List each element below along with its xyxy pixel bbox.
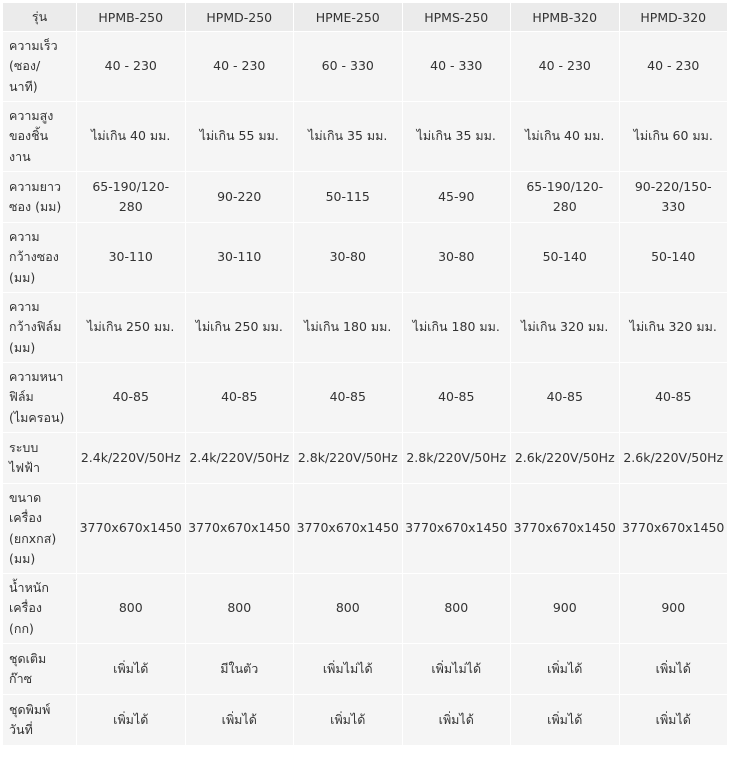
table-cell: 30-80 — [294, 223, 403, 293]
table-cell: 40-85 — [77, 363, 186, 433]
table-cell: 30-110 — [186, 223, 295, 293]
table-cell: เพิ่มได้ — [77, 695, 186, 746]
row-label: ความหนา ฟิล์ม (ไมครอน) — [3, 363, 77, 433]
row-label: ความสูง ของชิ้น งาน — [3, 102, 77, 172]
header-model: HPMD-250 — [186, 3, 295, 32]
table-cell: ไม่เกิน 55 มม. — [186, 102, 295, 172]
table-cell: 900 — [511, 574, 620, 644]
header-model: HPME-250 — [294, 3, 403, 32]
table-cell: เพิ่มได้ — [294, 695, 403, 746]
table-row — [3, 223, 728, 293]
table-cell: 2.6k/220V/50Hz — [620, 433, 729, 484]
table-cell: 30-80 — [403, 223, 512, 293]
table-cell: 30-110 — [77, 223, 186, 293]
table-cell: 60 - 330 — [294, 32, 403, 102]
table-cell: 2.4k/220V/50Hz — [77, 433, 186, 484]
table-cell: ไม่เกิน 180 มม. — [403, 293, 512, 363]
table-cell: 50-140 — [511, 223, 620, 293]
table-cell: ไม่เกิน 35 มม. — [294, 102, 403, 172]
table-cell: เพิ่มได้ — [403, 695, 512, 746]
table-cell: ไม่เกิน 180 มม. — [294, 293, 403, 363]
row-label: ความ กว้างซอง (มม) — [3, 223, 77, 293]
table-cell: ไม่เกิน 320 มม. — [620, 293, 729, 363]
table-cell: 800 — [403, 574, 512, 644]
table-cell: ไม่เกิน 40 มม. — [511, 102, 620, 172]
table-cell: ไม่เกิน 250 มม. — [77, 293, 186, 363]
table-cell: 45-90 — [403, 172, 512, 223]
table-row — [3, 484, 728, 574]
table-row — [3, 32, 728, 102]
table-row — [3, 574, 728, 644]
table-row — [3, 363, 728, 433]
row-label: ความยาว ซอง (มม) — [3, 172, 77, 223]
table-cell: เพิ่มได้ — [186, 695, 295, 746]
header-label: รุ่น — [3, 3, 77, 32]
table-cell: ไม่เกิน 250 มม. — [186, 293, 295, 363]
header-model: HPMS-250 — [403, 3, 512, 32]
table-cell: 3770x670x1450 — [77, 484, 186, 574]
table-cell: 3770x670x1450 — [186, 484, 295, 574]
table-cell: 800 — [294, 574, 403, 644]
row-label: ชุดเติม ก๊าซ — [3, 644, 77, 695]
table-row — [3, 433, 728, 484]
table-cell: 800 — [77, 574, 186, 644]
table-cell: 40-85 — [620, 363, 729, 433]
table-row — [3, 293, 728, 363]
table-cell: เพิ่มไม่ได้ — [294, 644, 403, 695]
header-model: HPMD-320 — [620, 3, 729, 32]
table-cell: 40-85 — [294, 363, 403, 433]
table-cell: เพิ่มได้ — [620, 644, 729, 695]
table-cell: 40-85 — [403, 363, 512, 433]
table-cell: มีในตัว — [186, 644, 295, 695]
table-cell: 40 - 330 — [403, 32, 512, 102]
table-cell: 40-85 — [511, 363, 620, 433]
table-cell: 3770x670x1450 — [294, 484, 403, 574]
table-row — [3, 644, 728, 695]
table-cell: 2.6k/220V/50Hz — [511, 433, 620, 484]
table-cell: 40-85 — [186, 363, 295, 433]
table-cell: 50-140 — [620, 223, 729, 293]
table-cell: 40 - 230 — [77, 32, 186, 102]
header-model: HPMB-320 — [511, 3, 620, 32]
header-model: HPMB-250 — [77, 3, 186, 32]
table-cell: 2.8k/220V/50Hz — [294, 433, 403, 484]
table-cell: ไม่เกิน 40 มม. — [77, 102, 186, 172]
header-row — [3, 3, 728, 32]
table-cell: 90-220/150- 330 — [620, 172, 729, 223]
table-cell: 90-220 — [186, 172, 295, 223]
table-cell: 40 - 230 — [186, 32, 295, 102]
table-cell: เพิ่มได้ — [620, 695, 729, 746]
table-cell: 2.4k/220V/50Hz — [186, 433, 295, 484]
table-cell: 40 - 230 — [511, 32, 620, 102]
table-cell: 2.8k/220V/50Hz — [403, 433, 512, 484]
row-label: น้ำหนัก เครื่อง (กก) — [3, 574, 77, 644]
table-cell: ไม่เกิน 60 มม. — [620, 102, 729, 172]
table-cell: 800 — [186, 574, 295, 644]
table-row — [3, 102, 728, 172]
row-label: ความ กว้างฟิล์ม (มม) — [3, 293, 77, 363]
table-cell: 3770x670x1450 — [620, 484, 729, 574]
table-cell: เพิ่มได้ — [511, 644, 620, 695]
table-cell: 50-115 — [294, 172, 403, 223]
table-cell: ไม่เกิน 320 มม. — [511, 293, 620, 363]
spec-table — [3, 3, 728, 746]
row-label: ขนาด เครื่อง (ยกxกส) (มม) — [3, 484, 77, 574]
table-cell: 65-190/120- 280 — [511, 172, 620, 223]
table-row — [3, 695, 728, 746]
table-cell: 900 — [620, 574, 729, 644]
table-cell: เพิ่มได้ — [511, 695, 620, 746]
table-cell: 3770x670x1450 — [403, 484, 512, 574]
table-cell: ไม่เกิน 35 มม. — [403, 102, 512, 172]
row-label: ความเร็ว (ซอง/ นาที) — [3, 32, 77, 102]
table-cell: 3770x670x1450 — [511, 484, 620, 574]
table-cell: 65-190/120- 280 — [77, 172, 186, 223]
row-label: ชุดพิมพ์ วันที่ — [3, 695, 77, 746]
table-cell: เพิ่มได้ — [77, 644, 186, 695]
table-cell: เพิ่มไม่ได้ — [403, 644, 512, 695]
table-row — [3, 172, 728, 223]
row-label: ระบบ ไฟฟ้า — [3, 433, 77, 484]
table-cell: 40 - 230 — [620, 32, 729, 102]
